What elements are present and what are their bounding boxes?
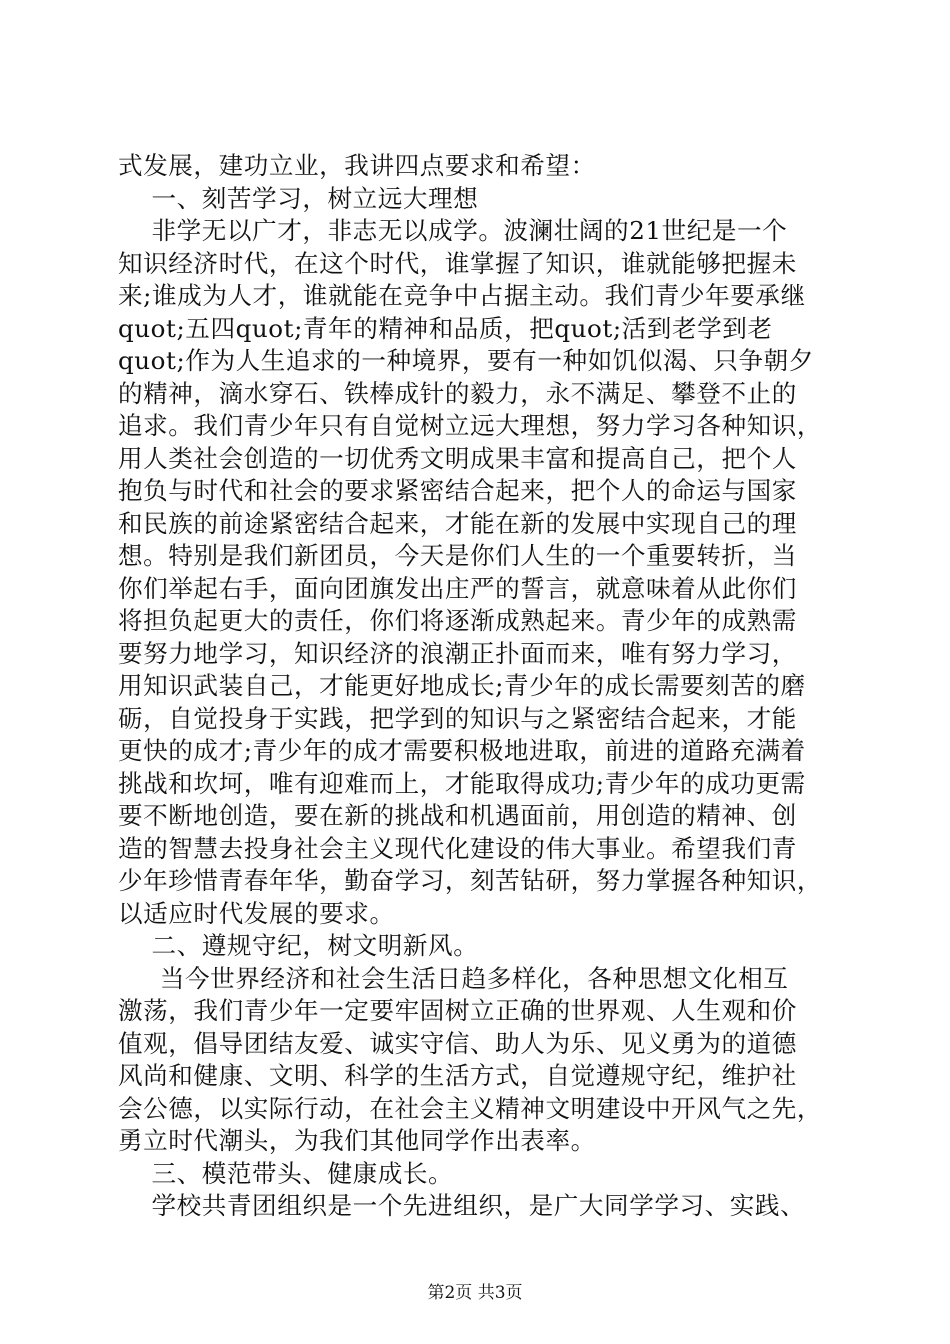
text-line: 知识经济时代，在这个时代，谁掌握了知识，谁就能够把握未	[118, 248, 797, 278]
page-number-label: 第2页 共3页	[427, 1283, 523, 1303]
text-line: 用知识武装自己，才能更好地成长;青少年的成长需要刻苦的磨	[118, 671, 806, 700]
text-line: 要不断地创造，要在新的挑战和机遇面前，用创造的精神、创	[118, 801, 797, 830]
text-line: 会公德，以实际行动，在社会主义精神文明建设中开风气之先，	[118, 1093, 823, 1123]
text-line: 追求。我们青少年只有自觉树立远大理想，努力学习各种知识，	[118, 411, 823, 440]
text-line: 想。特别是我们新团员，今天是你们人生的一个重要转折，当	[118, 541, 797, 570]
text-line: 挑战和坎坷，唯有迎难而上，才能取得成功;青少年的成功更需	[118, 768, 806, 798]
section-heading: 一、刻苦学习，树立远大理想	[118, 183, 479, 213]
text-line: 抱负与时代和社会的要求紧密结合起来，把个人的命运与国家	[118, 476, 797, 505]
text-line: 激荡，我们青少年一定要牢固树立正确的世界观、人生观和价	[118, 996, 797, 1025]
section-heading: 二、遵规守纪，树文明新风。	[118, 931, 479, 960]
text-line: 值观，倡导团结友爱、诚实守信、助人为乐、见义勇为的道德	[118, 1028, 797, 1058]
text-line: 式发展，建功立业，我讲四点要求和希望：	[118, 151, 596, 180]
text-line: 和民族的前途紧密结合起来，才能在新的发展中实现自己的理	[118, 508, 797, 538]
text-line: 当今世界经济和社会生活日趋多样化，各种思想文化相互	[118, 963, 789, 993]
paragraph-lines	[118, 150, 844, 1223]
text-line: 非学无以广才，非志无以成学。波澜壮阔的21世纪是一个	[118, 216, 788, 245]
text-line: 用人类社会创造的一切优秀文明成果丰富和提高自己，把个人	[118, 443, 797, 473]
text-line: 学校共青团组织是一个先进组织，是广大同学学习、实践、	[118, 1191, 806, 1220]
text-line: 砺，自觉投身于实践，把学到的知识与之紧密结合起来，才能	[118, 703, 797, 733]
page-footer	[0, 1283, 950, 1303]
section-heading: 三、模范带头、健康成长。	[118, 1158, 454, 1188]
text-line: 将担负起更大的责任，你们将逐渐成熟起来。青少年的成熟需	[118, 606, 797, 635]
text-line: 你们举起右手，面向团旗发出庄严的誓言，就意味着从此你们	[118, 573, 797, 603]
text-line: 来;谁成为人才，谁就能在竞争中占据主动。我们青少年要承继	[118, 281, 806, 310]
text-line: 少年珍惜青春年华，勤奋学习，刻苦钻研，努力掌握各种知识，	[118, 866, 823, 895]
text-line: 造的智慧去投身社会主义现代化建设的伟大事业。希望我们青	[118, 833, 797, 863]
text-line: 勇立时代潮头，为我们其他同学作出表率。	[118, 1126, 596, 1155]
text-line: quot;作为人生追求的一种境界，要有一种如饥似渴、只争朝夕	[118, 346, 814, 375]
text-line: 风尚和健康、文明、科学的生活方式，自觉遵规守纪，维护社	[118, 1061, 797, 1090]
text-line: 的精神，滴水穿石、铁棒成针的毅力，永不满足、攀登不止的	[118, 378, 797, 408]
text-line: 更快的成才;青少年的成才需要积极地进取，前进的道路充满着	[118, 736, 806, 765]
document-body	[118, 150, 844, 1223]
text-line: quot;五四quot;青年的精神和品质，把quot;活到老学到老	[118, 313, 773, 343]
text-line: 要努力地学习，知识经济的浪潮正扑面而来，唯有努力学习，	[118, 638, 797, 668]
text-line: 以适应时代发展的要求。	[118, 898, 395, 928]
